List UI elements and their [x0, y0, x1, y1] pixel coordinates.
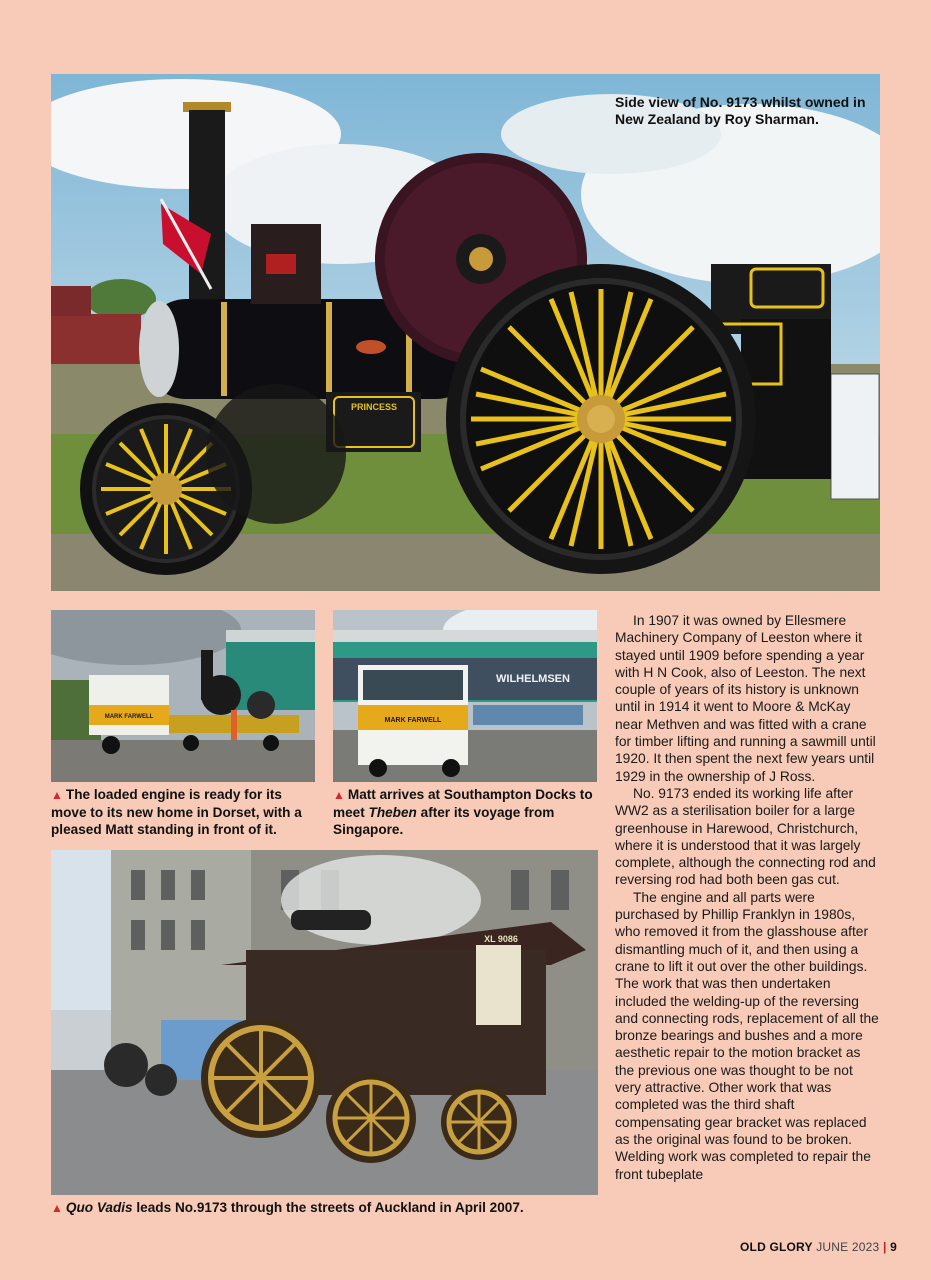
- caption-triangle-icon: ▲: [51, 1201, 63, 1215]
- docks-photo: [333, 610, 597, 782]
- caption-triangle-icon: ▲: [333, 788, 345, 802]
- auckland-photo: [51, 850, 598, 1195]
- loaded-engine-photo: [51, 610, 315, 782]
- loaded-engine-caption: ▲ The loaded engine is ready for its move to its new home in Dorset, with a pleased Matt standing in front of it.: [51, 787, 302, 837]
- page-number: 9: [890, 1240, 897, 1254]
- main-photo-caption: Side view of No. 9173 whilst owned in New Zealand by Roy Sharman.: [615, 94, 866, 127]
- page-footer: [740, 1240, 897, 1254]
- article-paragraph-2: No. 9173 ended its working life after WW2 as a sterilisation boiler for a large greenhouse in Harewood, Christchurch, where it is understood that it was largely complete, although the connecting rod and reversing rod had both been gas cut.: [615, 785, 876, 888]
- docks-ship-text: WILHELMSEN: [496, 673, 570, 685]
- auckland-canopy-text: XL 9086: [484, 934, 518, 944]
- main-photo: [51, 74, 880, 591]
- caption-triangle-icon: ▲: [51, 788, 63, 802]
- article-paragraph-3: The engine and all parts were purchased by Phillip Franklyn in 1980s, who removed it from the glasshouse after dismantling much of it, and then using a crane to lift it out over the other buildings. The work that was then undertaken included the welding-up of the reversing and connecting rods, replacement of all the bronze bearings and bushes and a more aesthetic repair to the motion bracket as the previous one was thought to be not very attractive. Other work that was completed was the third shaft compensating gear bracket was replaced as the original was found to be broken. Welding work was completed to repair the front tubeplate: [615, 889, 879, 1182]
- docks-truck-sign: MARK FARWELL: [384, 717, 442, 724]
- article-body: [615, 612, 881, 1183]
- footer-magazine: OLD GLORY: [740, 1240, 813, 1254]
- footer-issue: JUNE 2023: [816, 1240, 880, 1254]
- footer-separator: |: [882, 1240, 887, 1254]
- name-plate-text: PRINCESS: [350, 402, 398, 412]
- docks-caption: ▲ Matt arrives at Southampton Docks to meet Theben after its voyage from Singapore.: [333, 787, 593, 837]
- article-paragraph-1: In 1907 it was owned by Ellesmere Machinery Company of Leeston where it stayed until 1909 before spending a year with H N Cook, also of Leeston. The next couple of years of its history is unknown until in 1914 it went to Moore & McKay near Methven and was fitted with a crane for timber lifting and running a sawmill until 1920. It then spent the next few years until 1929 in the ownership of J Ross.: [615, 613, 876, 784]
- loaded-truck-sign: MARK FARWELL: [104, 714, 154, 720]
- auckland-caption: ▲ Quo Vadis leads No.9173 through the streets of Auckland in April 2007.: [51, 1200, 524, 1215]
